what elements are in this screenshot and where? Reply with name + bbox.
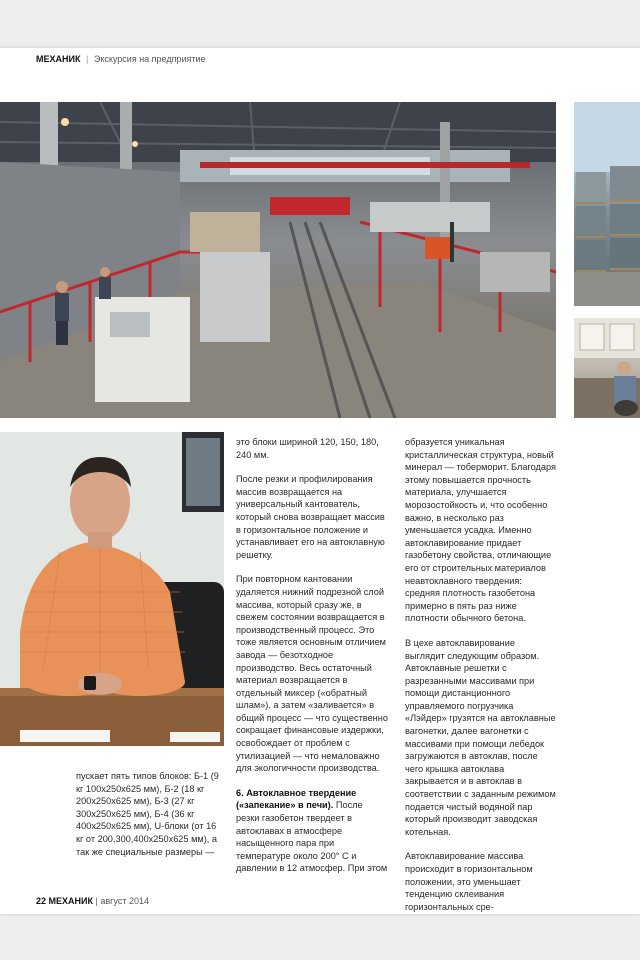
- factory-floor-photo: [0, 102, 556, 418]
- page-footer: [36, 896, 149, 906]
- block-pallets-illustration: [574, 102, 640, 306]
- paragraph: Автоклавирование массива происходит в горизонтальном положении, это уменьшает тенденцию склеивания горизонтальных сре-: [405, 851, 533, 912]
- text-column-left: [76, 770, 222, 870]
- text-column-middle: [236, 436, 388, 887]
- director-portrait-photo: [0, 432, 224, 746]
- header-section: Экскурсия на предприятие: [93, 54, 206, 64]
- footer-magazine: МЕХАНИК: [48, 896, 93, 906]
- paragraph: При повторном кантовании удаляется нижний подрезной слой массива, который сразу же, в свежем состоянии возвращается в производственный процесс. Это тоже является основным отличием завода — безотходное производство. Весь остаточный материал возвращается в отдельный миксер («обратный шлам»), а затем «заливается» в общий процесс — что существенно сокращает финансовые издержки, освобождает от проблем с утилизацией — что немаловажно для экологичности производства.: [236, 574, 388, 774]
- magazine-page: [0, 48, 640, 914]
- factory-floor-illustration: [0, 102, 556, 418]
- footer-separator: |: [95, 896, 98, 906]
- paragraph: образуется уникальная кристаллическая структура, новый минерал — тоберморит. Благодаря этому повышается прочность материала, улучшается морозостойкость и, что особенно важно, в несколько раз уменьшается усадка. Именно автоклавирование придает газобетону свойства, отличающие его от строительных материалов неавтоклавного твердения: средняя плотность газобетона примерно в пять раз ниже плотности обычного бетона.: [405, 437, 556, 624]
- header-magazine: МЕХАНИК: [36, 54, 81, 64]
- director-portrait-illustration: [0, 432, 224, 746]
- page-number: 22: [36, 896, 47, 906]
- paragraph: это блоки шириной 120, 150, 180, 240 мм.: [236, 437, 379, 460]
- section-heading: 6. Автоклавное твердение («запекание» в печи).: [236, 787, 357, 811]
- header-separator: |: [85, 54, 89, 64]
- block-pallets-photo: [574, 102, 640, 306]
- paragraph: В цехе автоклавирование выглядит следующим образом. Автоклавные решетки с разрезанными массивами при помощи дистанционного управляемого погрузчика «Лэйдер» грузятся на автоклавные вагонетки, далее вагонетки с массивами при помощи лебедок загружаются в автоклав, после чего крышка автоклава закрывается и в автоклав в соответствии с заданным режимом подается чистый водяной пар который производит заводская котельная.: [405, 637, 556, 837]
- text-column-right: [405, 436, 557, 914]
- paragraph: [236, 787, 388, 875]
- office-illustration: [574, 318, 640, 418]
- paragraph: пускает пять типов блоков: Б-1 (9 кг 100х250х625 мм), Б-2 (18 кг 200х250х625 мм), Б-3 (27 кг 300х250х625 мм), Б-4 (36 кг 400х250х625 мм), U-блоки (от 16 кг от 200,300,400х250х625 мм), а так же специальные размеры —: [76, 771, 219, 857]
- office-photo: [574, 318, 640, 418]
- paragraph-text: После резки газобетон твердеет в автоклавах в атмосфере насыщенного пара при температуре около 200° С и давлении в 12 атмосфер. При этом: [236, 800, 388, 874]
- page-header: [36, 54, 206, 64]
- paragraph: После резки и профилирования массив возвращается на универсальный кантователь, который снова возвращает массив в горизонтальное положение и устанавливает его на автоклавную решетку.: [236, 474, 385, 560]
- footer-date: август 2014: [100, 896, 149, 906]
